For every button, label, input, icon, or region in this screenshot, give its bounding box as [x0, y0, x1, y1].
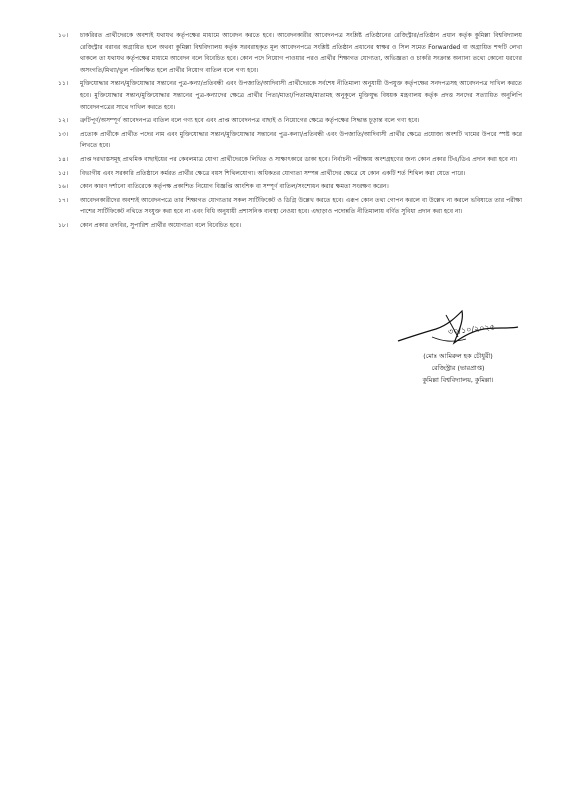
conditions-list	[58, 30, 522, 232]
clause-number: ১২।	[58, 117, 69, 125]
clause-item	[58, 115, 522, 127]
clause-text: মুক্তিযোদ্ধার সন্তান/মুক্তিযোদ্ধার সন্তানের পুত্র-কন্যা/প্রতিবন্ধী এবং উপজাতি/আদিবাসী প্রার্থীদেরকে সর্বশেষ নীতিমালা অনুযায়ী উপযুক্ত কর্তৃপক্ষের সনদপত্রসহ আবেদনপত্র দাখিল করতে হবে। মুক্তিযোদ্ধার সন্তান/মুক্তিযোদ্ধার সন্তানের পুত্র-কন্যাদের ক্ষেত্রে প্রার্থীর পিতা/মাতা/পিতামহ/মাতামহ অনুকূলে মুক্তিযুদ্ধ বিষয়ক মন্ত্রণালয় কর্তৃক প্রদত্ত সনদের সত্যায়িত অনুলিপি আবেদনপত্রের সাথে দাখিল করতে হবে।	[80, 80, 522, 111]
signatory-name: (মোঃ আমিরুল হক চৌধুরী)	[423, 352, 493, 360]
clause-text: বিভাগীয় এবং সরকারি প্রতিষ্ঠানে কর্মরত প্রার্থীর ক্ষেত্রে বয়স শিথিলযোগ্য। অধিকতর যোগ্যতা সম্পন্ন প্রার্থীদের ক্ষেত্রে যে কোন একটি শর্ত শিথিল করা যেতে পারে।	[80, 169, 466, 177]
clause-number: ১৪।	[58, 155, 69, 163]
clause-item	[58, 129, 522, 152]
clause-number: ১৩।	[58, 130, 69, 138]
signatory-institution: কুমিল্লা বিশ্ববিদ্যালয়, কুমিল্লা।	[422, 376, 494, 384]
clause-text: প্রত্যেক প্রার্থীকে প্রার্থীত পদের নাম এবং মুক্তিযোদ্ধার সন্তান/মুক্তিযোদ্ধার সন্তানের পুত্র-কন্যা/প্রতিবন্ধী এবং উপজাতি/আদিবাসী প্রার্থীর ক্ষেত্রে প্রযোজ্য অংশটি খামের উপরে স্পষ্ট করে লিখতে হবে।	[80, 130, 522, 150]
clause-item	[58, 78, 522, 113]
clause-number: ১৭।	[58, 196, 69, 204]
clause-number: ১৬।	[58, 183, 69, 191]
signatory-title: রেজিস্ট্রার (ভারপ্রাপ্ত)	[431, 364, 485, 372]
clause-number: ১০।	[58, 32, 69, 39]
clause-text: ত্রুটিপূর্ণ/অসম্পূর্ণ আবেদনপত্র বাতিল বলে গণ্য হবে এবং প্রাপ্ত আবেদনপত্র বাছাই ও নিয়োগের ক্ষেত্রে কর্তৃপক্ষের সিদ্ধান্ত চূড়ান্ত বলে গণ্য হবে।	[80, 117, 420, 125]
clause-item	[58, 154, 522, 166]
clause-number: ১৮।	[58, 221, 69, 229]
clause-number: ১১।	[58, 80, 69, 88]
clause-item	[58, 181, 522, 193]
signature-date: ৩০/১০/২০২৫	[447, 322, 496, 337]
clause-text: প্রাপ্ত দরখাস্তসমূহ প্রাথমিক বাছাইয়ের পর কেবলমাত্র যোগ্য প্রার্থীদেরকে লিখিত ও সাক্ষাৎকারে ডাকা হবে। নির্বাচনী পরীক্ষায় অংশগ্রহণের জন্য কোন প্রকার টিএ/ডিএ প্রদান করা হবে না।	[80, 155, 518, 163]
clause-number: ১৫।	[58, 169, 69, 177]
clause-item	[58, 220, 522, 232]
clause-item	[58, 195, 522, 218]
clause-text: কোন কারণ দর্শানো ব্যতিরেকে কর্তৃপক্ষ প্রকাশিত নিয়োগ বিজ্ঞপ্তি আংশিক বা সম্পূর্ণ বাতিল/সংশোধন করার ক্ষমতা সংরক্ষণ করেন।	[80, 183, 389, 191]
clause-text: চাকরিরত প্রার্থীদেরকে অবশ্যই যথাযথ কর্তৃপক্ষের মাধ্যমে আবেদন করতে হবে। আবেদনকারীর আবেদনপত্র সংশ্লিষ্ট প্রতিষ্ঠানের রেজিস্ট্রার/প্রতিষ্ঠান প্রধান কর্তৃক কুমিল্লা বিশ্ববিদ্যালয় রেজিস্ট্রার বরাবর অগ্রায়িত হলে অথবা কুমিল্লা বিশ্ববিদ্যালয় কর্তৃক সরবরাহকৃত মূল আবেদনপত্রে সংশ্লিষ্ট প্রতিষ্ঠান প্রধানের স্বাক্ষর ও সিল সমেত Forwarded বা অগ্রায়িত শব্দটি লেখা থাকলে তা যথাযথ কর্তৃপক্ষের মাধ্যমে আবেদন বলে বিবেচিত হবে। কোন পদে নিয়োগ পাওয়ার পরও প্রার্থীর শিক্ষাগত যোগ্যতা, অভিজ্ঞতা ও চাকরি সংক্রান্ত অন্যান্য তথ্যে কোনো ধরণের অসংগতি/মিথ্যা/ভুল পরিলক্ষিত হলে প্রার্থীর নিয়োগ বাতিল বলে গণ্য হবে।	[80, 32, 522, 74]
clause-text: কোন প্রকার তদবির, সুপারিশ প্রার্থীর অযোগ্যতা বলে বিবেচিত হবে।	[80, 221, 242, 229]
signatory-block	[388, 350, 528, 386]
clause-item	[58, 30, 522, 76]
clause-text: আবেদনকারীদের অবশ্যই আবেদনপত্রে তার শিক্ষাগত যোগ্যতার সকল সার্টিফিকেট ও ডিগ্রি উল্লেখ করতে হবে। এরূপ কোন তথ্য গোপন করলে বা উল্লেখ না করলে ভবিষ্যতে তার পরীক্ষা পাশের সার্টিফিকেট নথিতে সংযুক্ত করা হবে না এবং বিধি অনুযায়ী প্রশাসনিক ব্যবস্থা নেওয়া হবে। এছাড়াও পদোন্নতি নীতিমালায় বর্ণিত সুবিধা প্রদান করা হবে না।	[80, 196, 522, 216]
clause-item	[58, 168, 522, 180]
